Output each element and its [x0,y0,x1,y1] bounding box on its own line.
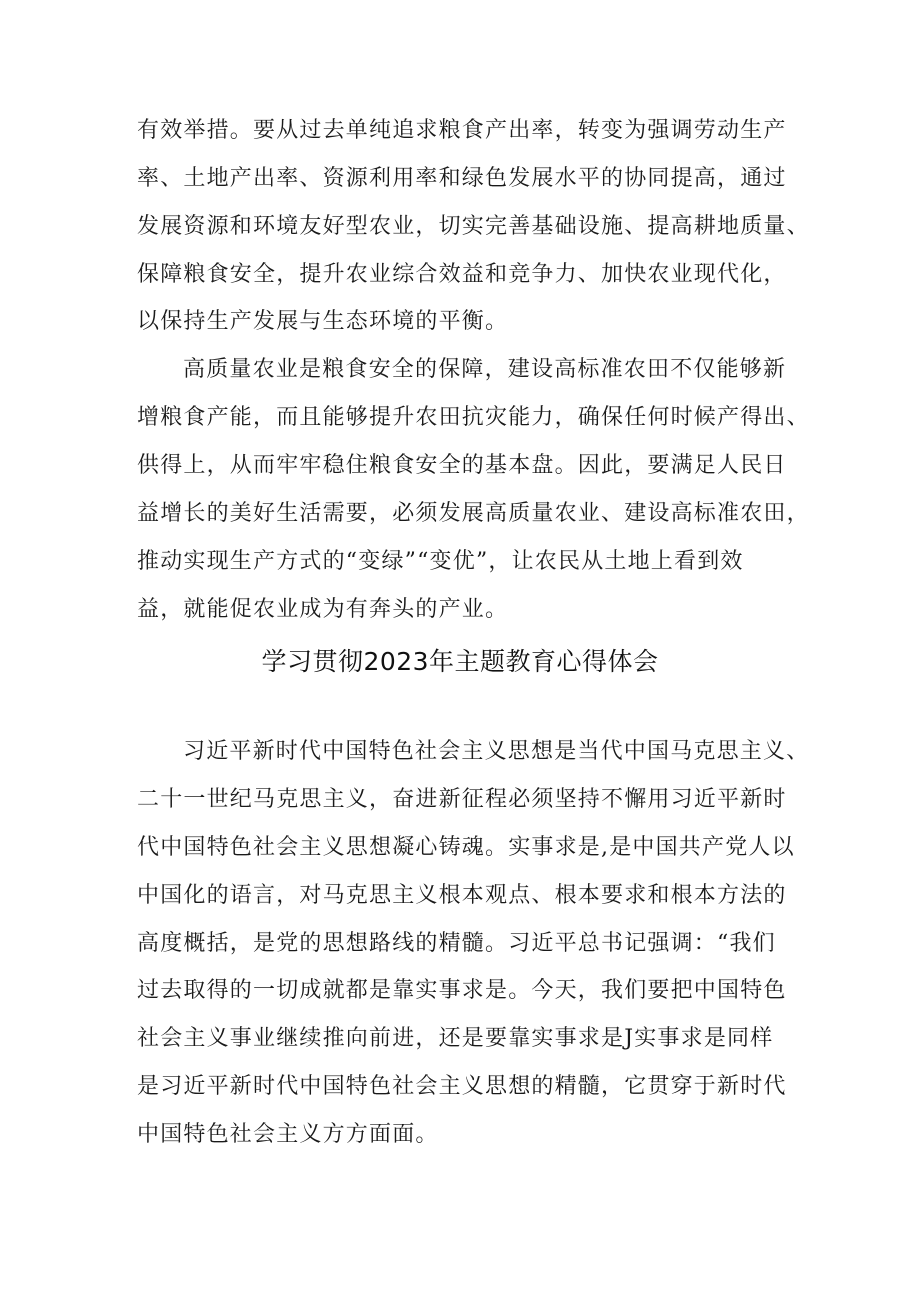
paragraph-line: 有效举措。要从过去单纯追求粮食产出率，转变为强调劳动生产 [137,118,787,143]
paragraph-line: 过去取得的一切成就都是靠实事求是。今天，我们要把中国特色 [137,978,787,1003]
paragraph-line: 中国特色社会主义方方面面。 [137,1122,439,1147]
paragraph-line: 益，就能促农业成为有奔头的产业。 [137,597,509,622]
paragraph-line: 益增长的美好生活需要，必须发展高质量农业、建设高标准农田， [137,501,810,526]
paragraph-line: 高度概括，是党的思想路线的精髓。习近平总书记强调：“我们 [137,931,776,956]
paragraph-line: 保障粮食安全，提升农业综合效益和竞争力、加快农业现代化， [137,262,787,287]
paragraph-line: 社会主义事业继续推向前进，还是要靠实事求是J实事求是同样 [137,1026,774,1051]
paragraph-line: 率、土地产出率、资源利用率和绿色发展水平的协同提高，通过 [137,166,787,191]
paragraph-line: 供得上，从而牢牢稳住粮食安全的基本盘。因此，要满足人民日 [137,453,787,478]
paragraph-line: 发展资源和环境友好型农业，切实完善基础设施、提高耕地质量、 [137,214,810,239]
section-title: 学习贯彻2023年主题教育心得体会 [261,647,659,676]
paragraph-line: 推动实现生产方式的“变绿”“变优”，让农民从土地上看到效 [137,549,744,574]
paragraph-line: 以保持生产发展与生态环境的平衡。 [137,309,509,334]
paragraph-line: 二十一世纪马克思主义，奋进新征程必须坚持不懈用习近平新时 [137,787,787,812]
paragraph-line: 是习近平新时代中国特色社会主义思想的精髓，它贯穿于新时代 [137,1074,787,1099]
paragraph-line: 代中国特色社会主义思想凝心铸魂。实事求是,是中国共产党人以 [137,835,795,860]
paragraph-line: 高质量农业是粮食安全的保障，建设高标准农田不仅能够新 [183,357,787,382]
paragraph-line: 增粮食产能，而且能够提升农田抗灾能力，确保任何时候产得出、 [137,405,810,430]
paragraph-line: 习近平新时代中国特色社会主义思想是当代中国马克思主义、 [183,739,810,764]
paragraph-line: 中国化的语言，对马克思主义根本观点、根本要求和根本方法的 [137,883,787,908]
